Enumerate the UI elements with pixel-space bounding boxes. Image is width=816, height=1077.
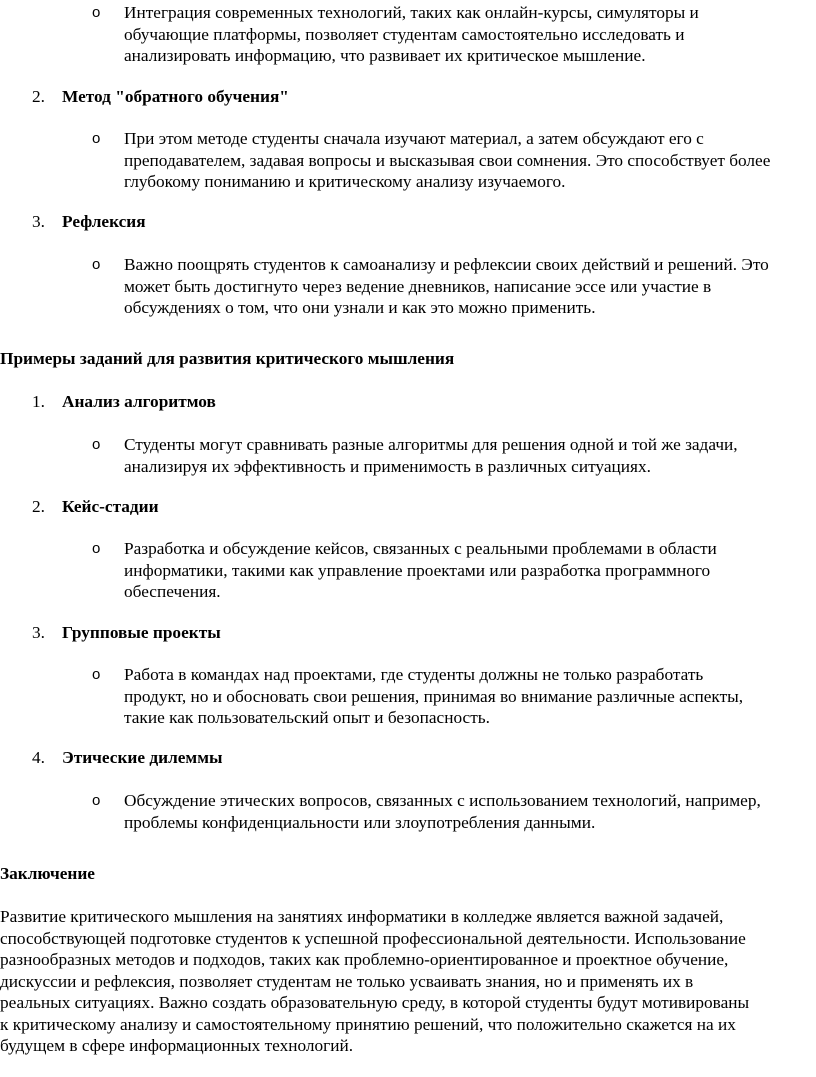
example-description (124, 538, 814, 603)
text-line: такие как пользовательский опыт и безопасность. (124, 708, 490, 727)
intro-bullet-text (124, 2, 814, 67)
list-number: 4. (32, 748, 45, 767)
method-title: Метод "обратного обучения" (62, 87, 289, 106)
text-line: продукт, но и обосновать свои решения, принимая во внимание различные аспекты, (124, 686, 744, 706)
text-line: дискуссии и рефлексия, позволяет студентам не только усваивать знания, но и применять их в (0, 971, 694, 991)
text-line: Разработка и обсуждение кейсов, связанных с реальными проблемами в области (124, 539, 717, 558)
method-description (124, 128, 814, 193)
example-title: Групповые проекты (62, 623, 221, 642)
bullet-marker: o (92, 540, 101, 557)
text-line: Обсуждение этических вопросов, связанных с использованием технологий, например, (124, 791, 761, 810)
text-line: глубокому пониманию и критическому анализу изучаемого. (124, 172, 566, 191)
text-line: Интеграция современных технологий, таких как онлайн-курсы, симуляторы и (124, 3, 699, 22)
text-line: к критическому анализу и самостоятельному принятию решений, что положительно скажется на их (0, 1014, 736, 1034)
bullet-marker: o (92, 4, 101, 21)
list-number: 2. (32, 497, 45, 516)
example-title: Этические дилеммы (62, 748, 223, 767)
bullet-marker: o (92, 130, 101, 147)
example-description (124, 664, 814, 729)
text-line: При этом методе студенты сначала изучают материал, а затем обсуждают его с (124, 129, 704, 148)
bullet-marker: o (92, 792, 101, 809)
text-line: Работа в командах над проектами, где студенты должны не только разработать (124, 665, 704, 684)
text-line: разнообразных методов и подходов, таких как проблемно-ориентированное и проектное обучение, (0, 950, 729, 969)
text-line: обеспечения. (124, 582, 221, 601)
text-line: способствующей подготовке студентов к успешной профессиональной деятельности. Использование (0, 928, 746, 948)
list-number: 3. (32, 623, 45, 642)
text-line: может быть достигнуто через ведение дневников, написание эссе или участие в (124, 276, 712, 296)
text-line: Важно поощрять студентов к самоанализу и рефлексии своих действий и решений. Это (124, 255, 769, 274)
list-number: 1. (32, 392, 45, 411)
example-description (124, 434, 814, 477)
text-line: анализируя их эффективность и применимость в различных ситуациях. (124, 456, 651, 476)
text-line: обучающие платформы, позволяет студентам самостоятельно исследовать и (124, 24, 685, 44)
bullet-marker: o (92, 436, 101, 453)
text-line: будущем в сфере информационных технологий. (0, 1036, 354, 1055)
text-line: обсуждениях о том, что они узнали и как это можно применить. (124, 298, 596, 317)
text-line: проблемы конфиденциальности или злоупотребления данными. (124, 812, 596, 832)
text-line: информатики, такими как управление проектами или разработка программного (124, 560, 711, 580)
example-title: Анализ алгоритмов (62, 392, 216, 411)
text-line: анализировать информацию, что развивает их критическое мышление. (124, 46, 646, 65)
text-line: Развитие критического мышления на занятиях информатики в колледже является важной задачей, (0, 907, 724, 926)
list-number: 3. (32, 212, 45, 231)
list-number: 2. (32, 87, 45, 106)
text-line: реальных ситуациях. Важно создать образовательную среду, в которой студенты будут мотивированы (0, 993, 750, 1012)
conclusion-paragraph (0, 906, 812, 1057)
method-description (124, 254, 814, 319)
section-heading: Примеры заданий для развития критического мышления (0, 349, 455, 368)
bullet-marker: o (92, 256, 101, 273)
bullet-marker: o (92, 666, 101, 683)
example-description (124, 790, 814, 833)
text-line: Студенты могут сравнивать разные алгоритмы для решения одной и той же задачи, (124, 435, 738, 454)
text-line: преподавателем, задавая вопросы и высказывая свои сомнения. Это способствует более (124, 150, 771, 170)
example-title: Кейс-стадии (62, 497, 159, 516)
section-heading: Заключение (0, 864, 95, 883)
method-title: Рефлексия (62, 212, 146, 231)
